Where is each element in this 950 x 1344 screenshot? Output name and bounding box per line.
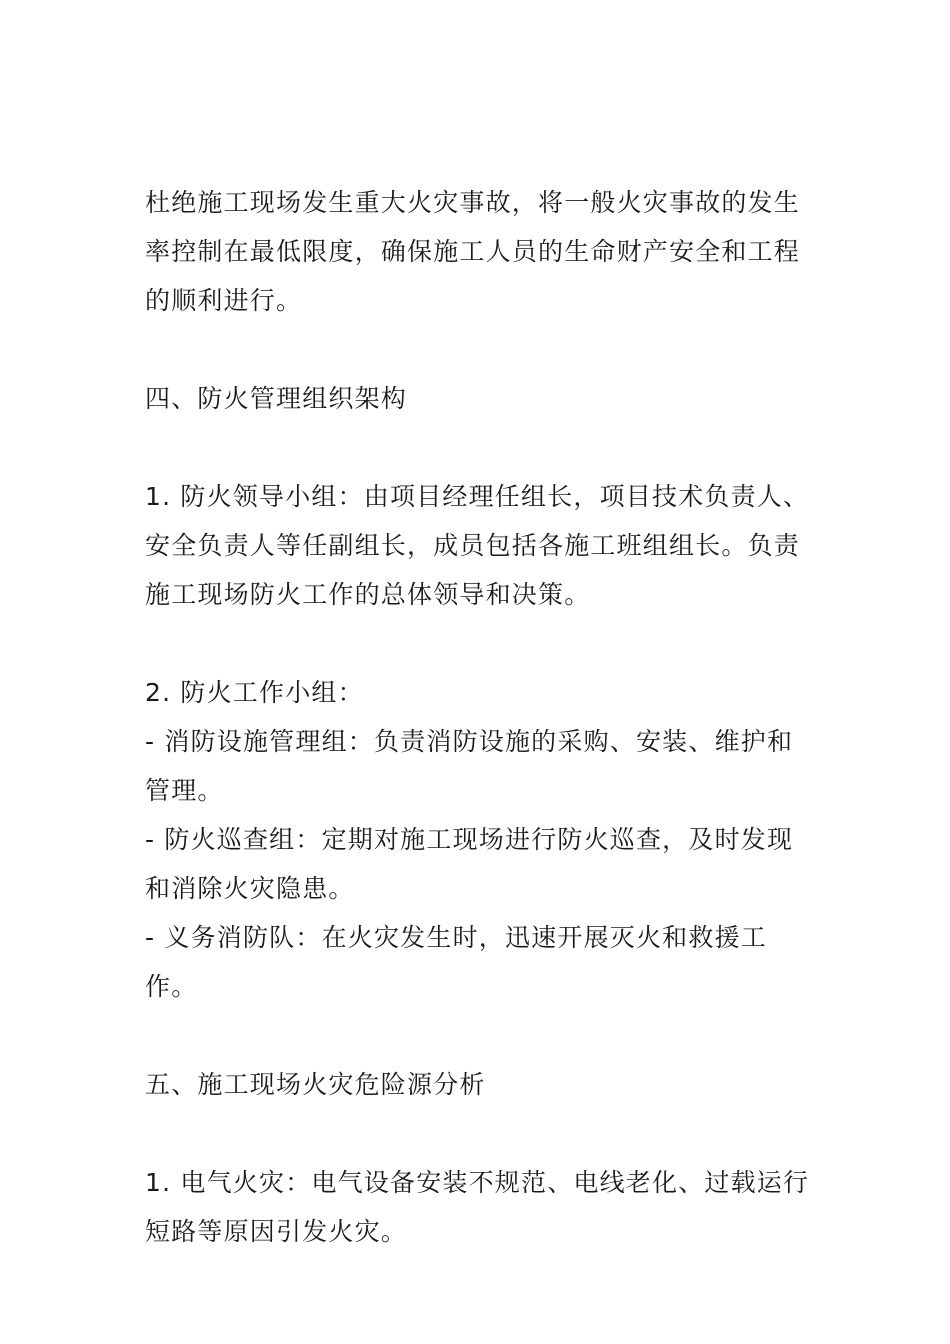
paragraph-spacer xyxy=(145,1011,810,1060)
document-body xyxy=(145,178,810,1256)
paragraph-spacer xyxy=(145,423,810,472)
paragraph-spacer xyxy=(145,619,810,668)
item-1-fire-leadership-group: 1. 防火领导小组：由项目经理任组长，项目技术负责人、安全负责人等任副组长，成员包括各施工班组组长。负责施工现场防火工作的总体领导和决策。 xyxy=(145,482,810,609)
section-4-heading: 四、防火管理组织架构 xyxy=(145,384,408,413)
item-2-sub-patrol-group: - 防火巡查组：定期对施工现场进行防火巡查，及时发现和消除火灾隐患。 xyxy=(145,825,794,903)
hazard-1-electrical-fire: 1. 电气火灾：电气设备安装不规范、电线老化、过载运行短路等原因引发火灾。 xyxy=(145,1168,810,1246)
item-2-sub-volunteer-brigade: - 义务消防队：在火灾发生时，迅速开展灭火和救援工作。 xyxy=(145,923,767,1001)
paragraph-spacer xyxy=(145,325,810,374)
section-5-heading: 五、施工现场火灾危险源分析 xyxy=(145,1070,486,1099)
item-2-sub-facilities-group: - 消防设施管理组：负责消防设施的采购、安装、维护和管理。 xyxy=(145,727,794,805)
paragraph-spacer xyxy=(145,1109,810,1158)
goal-paragraph: 杜绝施工现场发生重大火灾事故，将一般火灾事故的发生率控制在最低限度，确保施工人员的生命财产安全和工程的顺利进行。 xyxy=(145,188,801,315)
item-2-fire-work-group-heading: 2. 防火工作小组： xyxy=(145,678,364,707)
